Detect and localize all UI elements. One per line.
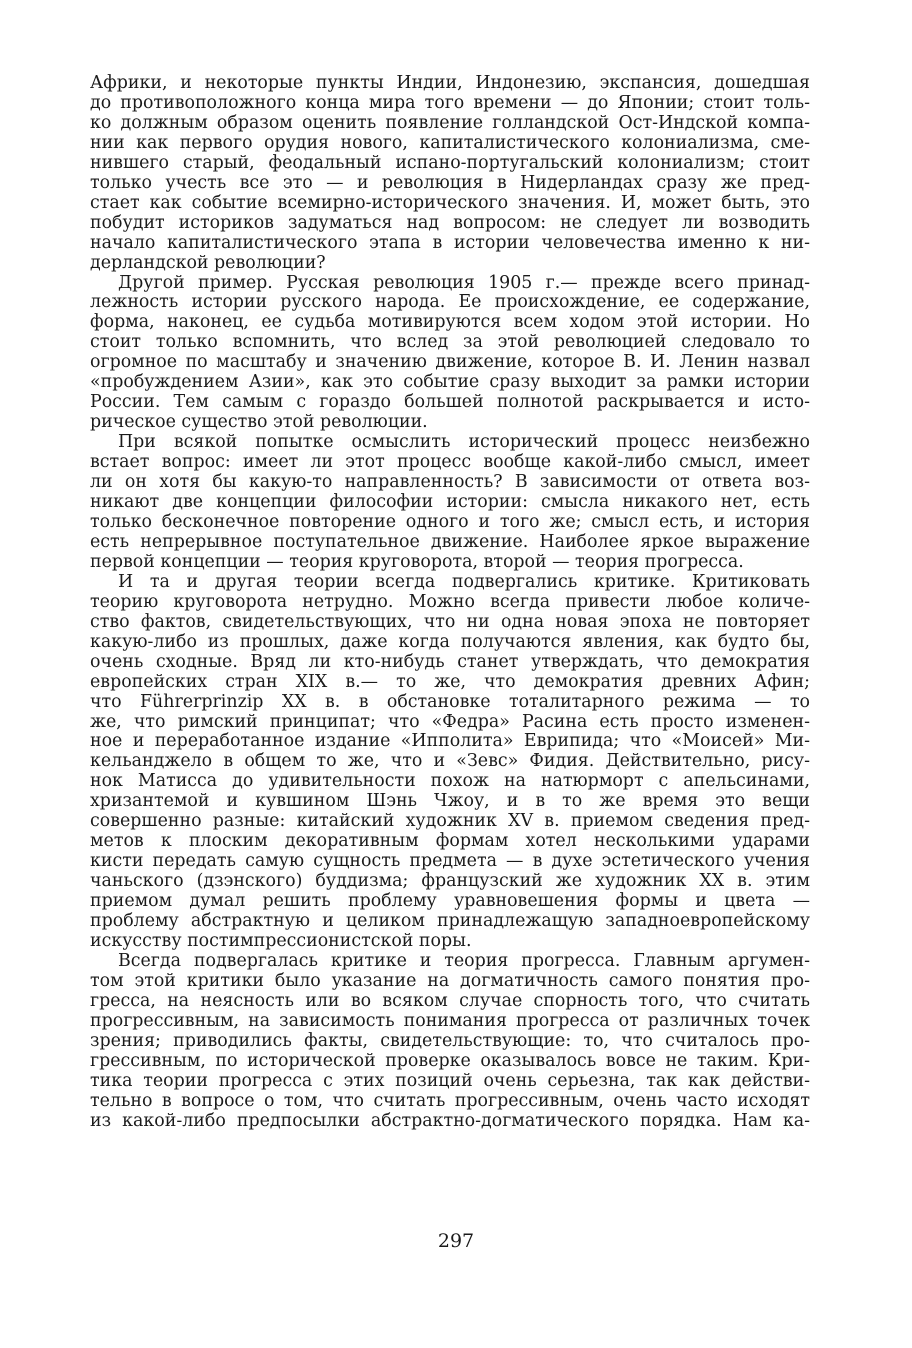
text-line: нившего старый, феодальный испано-португальский колониализм; стоит (90, 153, 810, 173)
text-line: метов к плоским декоративным формам хотел несколькими ударами (90, 832, 810, 852)
paragraph (90, 74, 810, 274)
text-line: теорию круговорота нетрудно. Можно всегда привести любое количе- (90, 592, 810, 612)
text-line: «пробуждением Азии», как это событие сразу выходит за рамки истории (90, 373, 810, 393)
text-line: кельанджело в общем то же, что и «Зевс» Фидия. Действительно, рису- (90, 752, 810, 772)
text-line: России. Тем самым с гораздо большей полнотой раскрывается и исто- (90, 393, 810, 413)
text-line: нии как первого орудия нового, капиталистического колониализма, сме- (90, 133, 810, 153)
page-number: 297 (437, 1230, 475, 1252)
text-line: гресса, на неясность или во всяком случае спорность того, что считать (90, 991, 810, 1011)
paragraph (90, 952, 810, 1132)
text-line: огромное по масштабу и значению движение, которое В. И. Ленин назвал (90, 353, 810, 373)
text-line: рическое существо этой революции. (90, 413, 428, 433)
text-line: нок Матисса до удивительности похож на натюрморт с апельсинами, (90, 772, 810, 792)
text-line: есть непрерывное поступательное движение. Наиболее яркое выражение (90, 532, 810, 552)
text-line: При всякой попытке осмыслить исторический процесс неизбежно (118, 433, 810, 453)
text-line: том этой критики было указание на догматичность самого понятия про- (90, 971, 810, 991)
text-line: европейских стран XIX в.— то же, что демократия древних Афин; (90, 672, 810, 692)
page-text-body (90, 74, 810, 1132)
text-line: лежность истории русского народа. Ее происхождение, ее содержание, (90, 293, 810, 313)
text-line: никают две концепции философии истории: смысла никакого нет, есть (90, 493, 810, 513)
text-line: дерландской революции? (90, 253, 326, 273)
text-line: стает как событие всемирно-исторического значения. И, может быть, это (90, 193, 810, 213)
paragraph (90, 433, 810, 573)
text-line: чаньского (дзэнского) буддизма; французский же художник XX в. этим (90, 872, 810, 892)
text-line: хризантемой и кувшином Шэнь Чжоу, и в то же время это вещи (90, 792, 810, 812)
text-line: только учесть все это — и революция в Нидерландах сразу же пред- (90, 173, 810, 193)
text-line: Африки, и некоторые пункты Индии, Индонезию, экспансия, дошедшая (90, 74, 810, 93)
text-line: какую-либо из прошлых, даже когда получаются явления, как будто бы, (90, 632, 810, 652)
text-line: первой концепции — теория круговорота, второй — теория прогресса. (90, 552, 744, 572)
text-line: И та и другая теории всегда подвергались критике. Критиковать (118, 572, 810, 592)
text-line: искусству постимпрессионистской поры. (90, 931, 472, 951)
text-line: Другой пример. Русская революция 1905 г.— прежде всего принад- (118, 273, 810, 293)
text-line: прогрессивным, на зависимость понимания прогресса от различных точек (90, 1011, 810, 1031)
text-line: приемом думал решить проблему уравновешения формы и цвета — (90, 892, 810, 912)
text-line: зрения; приводились факты, свидетельствующие: то, что считалось про- (90, 1031, 810, 1051)
text-line: встает вопрос: имеет ли этот процесс вообще какой-либо смысл, имеет (90, 453, 810, 473)
text-line: ное и переработанное издание «Ипполита» Еврипида; что «Моисей» Ми- (90, 732, 810, 752)
text-line: очень сходные. Вряд ли кто-нибудь станет утверждать, что демократия (90, 652, 810, 672)
text-line: же, что римский принципат; что «Федра» Расина есть просто изменен- (90, 712, 810, 732)
text-line: совершенно разные: китайский художник XV в. приемом сведения пред- (90, 812, 810, 832)
text-line: грессивным, по исторической проверке оказывалось вовсе не таким. Кри- (90, 1051, 810, 1071)
text-line: побудит историков задуматься над вопросом: не следует ли возводить (90, 213, 810, 233)
text-line: начало капиталистического этапа в истории человечества именно к ни- (90, 233, 810, 253)
text-line: только бесконечное повторение одного и того же; смысл есть, и история (90, 512, 810, 532)
text-line: форма, наконец, ее судьба мотивируются всем ходом этой истории. Но (90, 313, 810, 333)
text-line: проблему абстрактную и целиком принадлежащую западноевропейскому (90, 912, 810, 932)
text-line: тельно в вопросе о том, что считать прогрессивным, очень часто исходят (90, 1091, 810, 1111)
text-line: что Führerprinzip XX в. в обстановке тоталитарного режима — то (90, 692, 810, 712)
paragraph (90, 573, 810, 952)
text-line: тика теории прогресса с этих позиций очень серьезна, так как действи- (90, 1071, 810, 1091)
text-line: стоит только вспомнить, что вслед за этой революцией следовало то (90, 333, 810, 353)
text-line: кисти передать самую сущность предмета — в духе эстетического учения (90, 852, 810, 872)
text-line: ли он хотя бы какую-то направленность? В зависимости от ответа воз- (90, 473, 810, 493)
text-line: Всегда подвергалась критике и теория прогресса. Главным аргумен- (118, 951, 810, 971)
text-line: до противоположного конца мира того времени — до Японии; стоит толь- (90, 93, 810, 113)
text-line: ко должным образом оценить появление голландской Ост-Индской компа- (90, 113, 810, 133)
text-line: из какой-либо предпосылки абстрактно-догматического порядка. Нам ка- (90, 1111, 810, 1131)
text-line: ство фактов, свидетельствующих, что ни одна новая эпоха не повторяет (90, 612, 810, 632)
paragraph (90, 274, 810, 434)
